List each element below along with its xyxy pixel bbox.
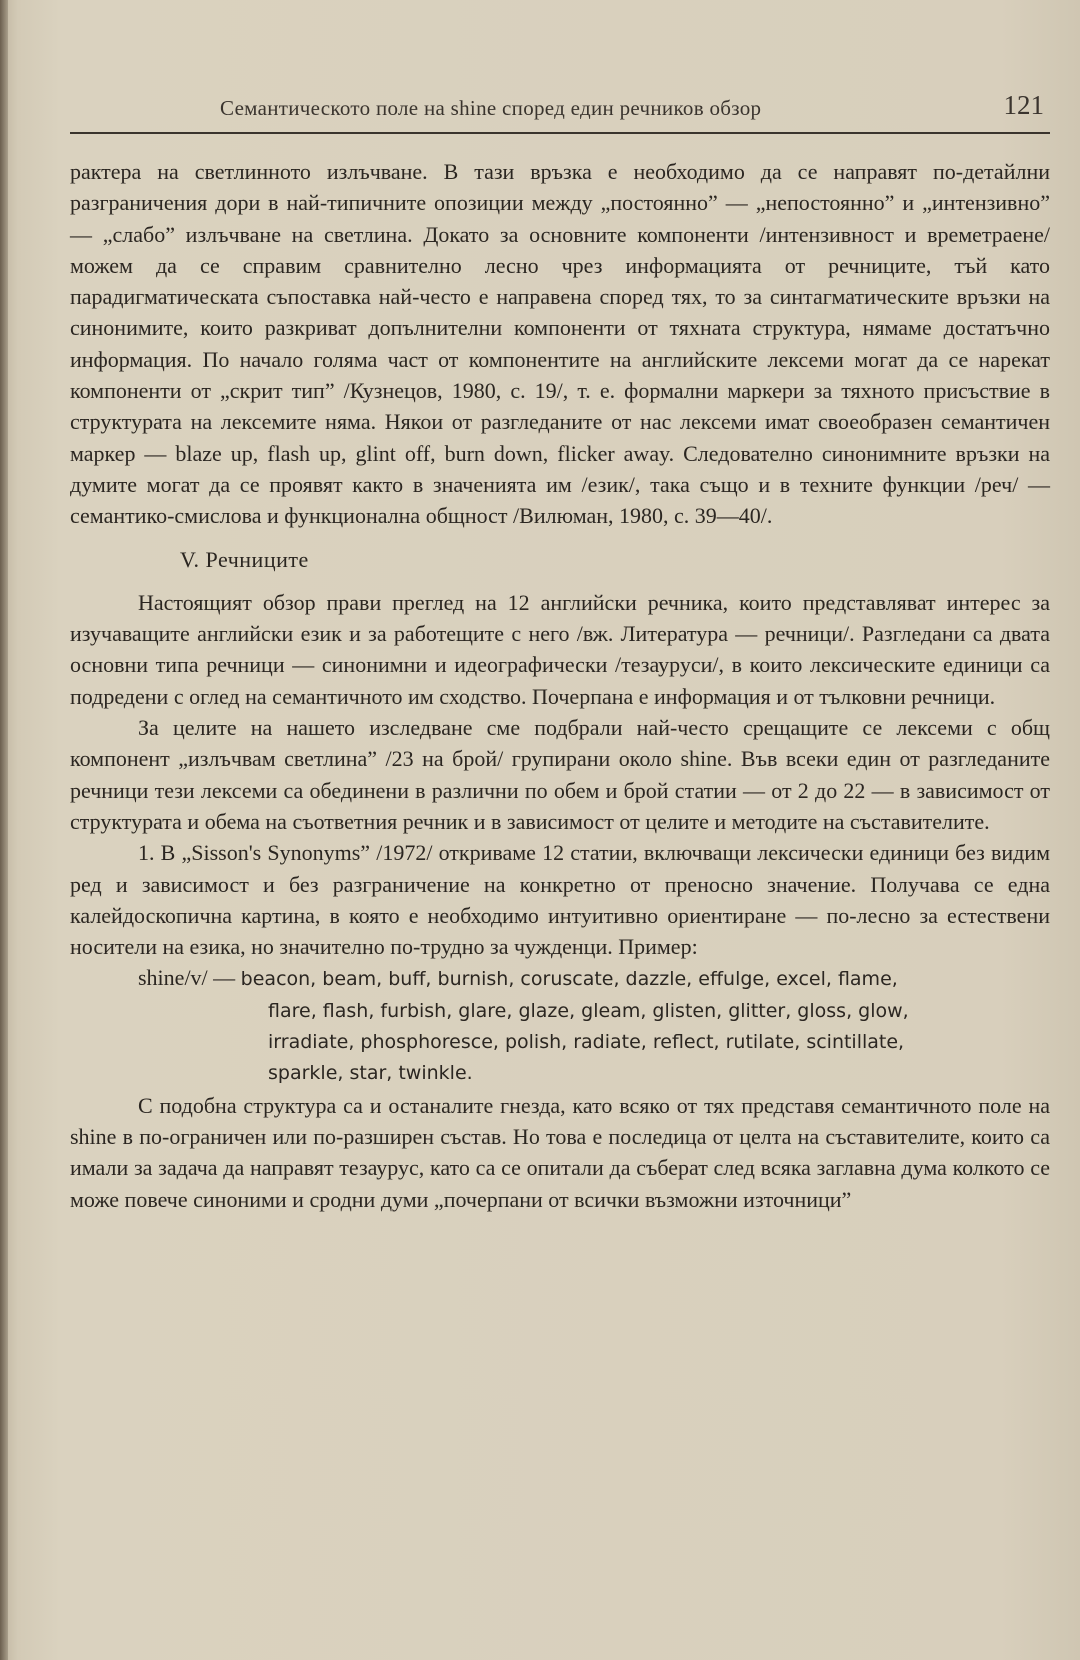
page-header (70, 90, 1050, 134)
paragraph-2: Настоящият обзор прави преглед на 12 английски речника, които представляват интерес за изучаващите английски език и за работещите с него /вж. Литература — речници/. Разгледани са двата основни типа речници — синонимни и идеографически /тезауруси/, в които лексическите единици са подредени с оглед на семантичното им сходство. Почерпана е информация и от тълковни речници. (70, 589, 1050, 709)
body-text (70, 156, 1050, 1215)
section-heading: V. Речниците (180, 546, 309, 572)
book-spine-shadow (0, 0, 8, 1660)
paragraph-5: С подобна структура са и останалите гнезда, като всяко от тях представя семантичното поле на shine в по-ограничен или по-разширен състав. Но това е последица от целта на съставителите, които са имали за задача да направят тезаурус, като са се опитали да съберат след всяка заглавна дума колкото се може повече синоними и сродни думи „почерпани от всички възможни източници” (70, 1092, 1050, 1212)
page-number: 121 (1003, 90, 1044, 120)
example-line-1: beacon, beam, buff, burnish, coruscate, dazzle, effulge, excel, flame, (240, 968, 898, 991)
example-line-4: sparkle, star, twinkle. (268, 1062, 473, 1085)
example-block (70, 962, 1050, 995)
example-line-2: flare, flash, furbish, glare, glaze, gleam, glisten, glitter, gloss, glow, (268, 999, 909, 1022)
paragraph-1: рактера на светлинното излъчване. В тази връзка е необходимо да се направят по-детайлни разграничения дори в най-типичните опозиции между „постоянно” — „непостоянно” и „интензивно” — „слабо” излъчване на светлина. Докато за основните компоненти /интензивност и времетраене/ можем да се справим сравнително лесно чрез информацията от речниците, тъй като парадигматическата съпоставка най-често е направена според тях, то за синтагматическите връзки на синонимите, които разкриват допълнителни компоненти от тяхната структура, нямаме достатъчно информация. По начало голяма част от компонентите на английските лексеми могат да се нарекат компоненти от „скрит тип” /Кузнецов, 1980, с. 19/, т. е. формални маркери за тяхното присъствие в структурата на лексемите няма. Някои от разгледаните от нас лексеми имат своеобразен семантичен маркер — blaze up, flash up, glint off, burn down, flicker away. Следователно синонимните връзки на думите могат да се проявят както в значенията им /език/, така също и в техните функции /реч/ — семантико-смислова и функционална общност /Вилюман, 1980, с. 39—40/. (70, 159, 1050, 529)
example-line-3: irradiate, phosphoresce, polish, radiate, reflect, rutilate, scintillate, (268, 1031, 905, 1054)
example-headword: shine/v/ — (138, 965, 241, 991)
running-head: Семантическото поле на shine според един речников обзор (220, 96, 762, 120)
paragraph-3: За целите на нашето изследване сме подбрали най-често срещащите се лексеми с общ компонент „излъчвам светлина” /23 на брой/ групирани около shine. Във всеки един от разгледаните речници тези лексеми са обединени в различни по обем и брой статии — от 2 до 22 — в зависимост от структурата и обема на съответния речник и в зависимост от целите и методите на съставителите. (70, 715, 1050, 834)
paragraph-4: 1. В „Sisson's Synonyms” /1972/ откриваме 12 статии, включващи лексически единици без видим ред и зависимост и без разграничение на конкретно от преносно значение. Получава се една калейдоскопична картина, в която е необходимо интуитивно ориентиране — по-лесно за естествени носители на езика, но значително по-трудно за чужденци. Пример: (70, 840, 1050, 960)
